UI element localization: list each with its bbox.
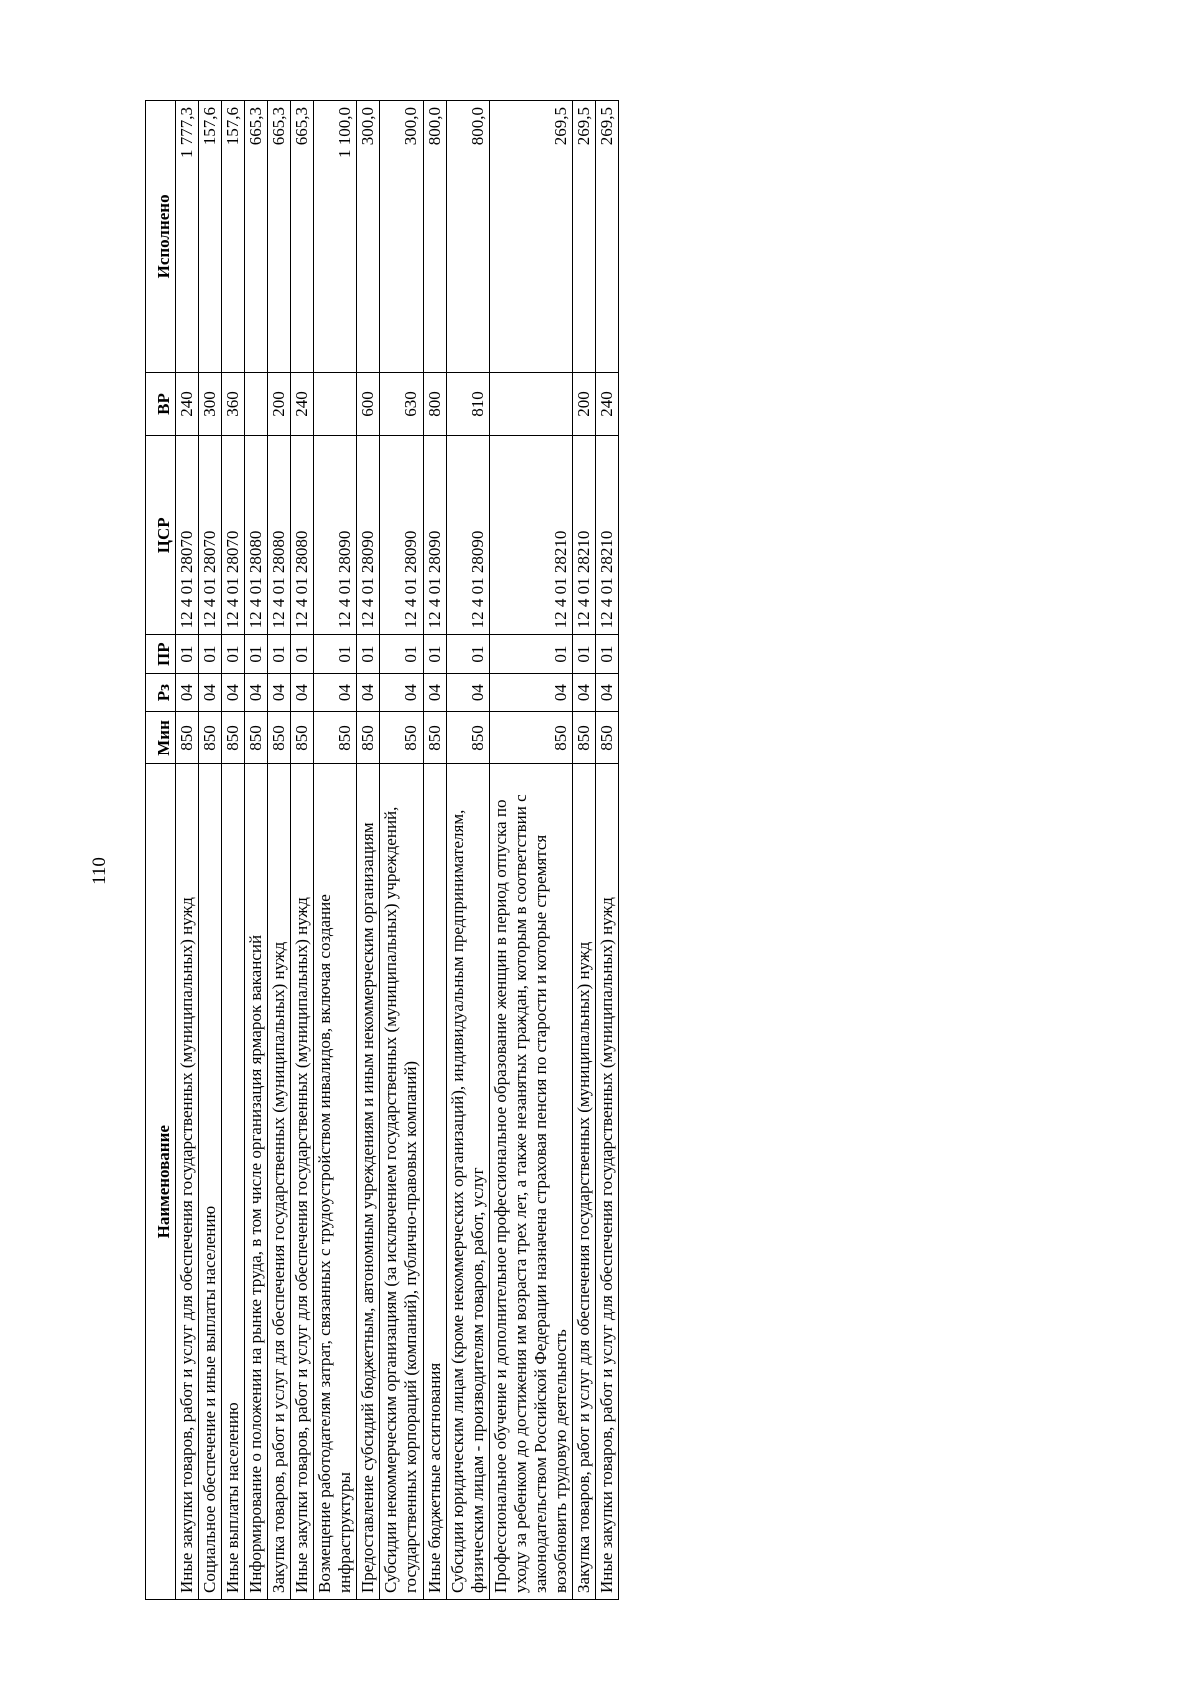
cell-name: Субсидии некоммерческим организациям (за исключением государственных (муниципальных) учреждений, государственных корпораций (компаний), публично-правовых компаний) [380,764,423,1600]
header-pr: ПР [146,635,176,673]
cell-csr: 12 4 01 28070 [176,436,199,635]
cell-csr: 12 4 01 28090 [446,436,489,635]
cell-rz: 04 [357,673,380,711]
table-row [222,101,245,1600]
cell-isp: 1 777,3 [176,101,199,373]
cell-rz: 04 [423,673,446,711]
cell-csr: 12 4 01 28070 [222,436,245,635]
cell-vr: 810 [446,372,489,435]
cell-pr: 01 [595,635,618,673]
cell-name: Профессиональное обучение и дополнительное профессиональное образование женщин в период отпуска по уходу за ребенком до достижения им возраста трех лет, а также незанятых граждан, которым в соответствии с законодательством Российской Федерации назначена страховая пенсия по старости и которые стремятся возобновить трудовую деятельность [489,764,572,1600]
table-row [595,101,618,1600]
cell-rz: 04 [314,673,357,711]
cell-min: 850 [291,712,314,764]
rotated-table-container [145,100,1025,1600]
cell-pr: 01 [314,635,357,673]
cell-isp: 665,3 [245,101,268,373]
cell-rz: 04 [291,673,314,711]
cell-vr: 200 [268,372,291,435]
cell-isp: 300,0 [357,101,380,373]
cell-isp: 300,0 [380,101,423,373]
cell-min: 850 [572,712,595,764]
cell-vr: 630 [380,372,423,435]
table-header-row [146,101,176,1600]
cell-min: 850 [380,712,423,764]
table-row [572,101,595,1600]
cell-vr: 300 [199,372,222,435]
cell-rz: 04 [176,673,199,711]
cell-min: 850 [176,712,199,764]
cell-name: Иные выплаты населению [222,764,245,1600]
cell-min: 850 [489,712,572,764]
cell-vr: 240 [595,372,618,435]
cell-isp: 665,3 [291,101,314,373]
cell-isp: 800,0 [423,101,446,373]
cell-min: 850 [268,712,291,764]
cell-min: 850 [446,712,489,764]
cell-isp: 269,5 [489,101,572,373]
cell-isp: 269,5 [572,101,595,373]
cell-name: Предоставление субсидий бюджетным, автономным учреждениям и иным некоммерческим организациям [357,764,380,1600]
cell-name: Иные закупки товаров, работ и услуг для обеспечения государственных (муниципальных) нужд [595,764,618,1600]
table-row [268,101,291,1600]
cell-rz: 04 [222,673,245,711]
table-row [291,101,314,1600]
cell-csr: 12 4 01 28080 [268,436,291,635]
cell-vr: 600 [357,372,380,435]
cell-name: Иные закупки товаров, работ и услуг для обеспечения государственных (муниципальных) нужд [291,764,314,1600]
cell-pr: 01 [199,635,222,673]
cell-isp: 157,6 [222,101,245,373]
cell-vr: 200 [572,372,595,435]
cell-isp: 1 100,0 [314,101,357,373]
cell-csr: 12 4 01 28090 [314,436,357,635]
header-csr: ЦСР [146,436,176,635]
cell-isp: 157,6 [199,101,222,373]
cell-csr: 12 4 01 28080 [245,436,268,635]
cell-isp: 665,3 [268,101,291,373]
cell-csr: 12 4 01 28090 [380,436,423,635]
cell-vr [245,372,268,435]
cell-name: Информирование о положении на рынке труда, в том числе организация ярмарок вакансий [245,764,268,1600]
table-row [489,101,572,1600]
header-vr: ВР [146,372,176,435]
cell-csr: 12 4 01 28210 [595,436,618,635]
cell-pr: 01 [380,635,423,673]
cell-min: 850 [357,712,380,764]
cell-pr: 01 [446,635,489,673]
cell-rz: 04 [268,673,291,711]
cell-csr: 12 4 01 28210 [572,436,595,635]
cell-vr: 360 [222,372,245,435]
cell-pr: 01 [291,635,314,673]
cell-name: Социальное обеспечение и иные выплаты населению [199,764,222,1600]
cell-rz: 04 [489,673,572,711]
cell-name: Иные закупки товаров, работ и услуг для обеспечения государственных (муниципальных) нужд [176,764,199,1600]
cell-vr: 240 [291,372,314,435]
cell-name: Субсидии юридическим лицам (кроме некоммерческих организаций), индивидуальным предпринимателям, физическим лицам - производителям товаров, работ, услуг [446,764,489,1600]
cell-min: 850 [245,712,268,764]
cell-pr: 01 [222,635,245,673]
cell-rz: 04 [572,673,595,711]
header-rz: Рз [146,673,176,711]
table-row [357,101,380,1600]
cell-min: 850 [595,712,618,764]
cell-csr: 12 4 01 28090 [423,436,446,635]
table-row [314,101,357,1600]
cell-vr [489,372,572,435]
cell-min: 850 [199,712,222,764]
budget-table [145,100,619,1600]
header-isp: Исполнено [146,101,176,373]
cell-pr: 01 [572,635,595,673]
table-row [380,101,423,1600]
cell-csr: 12 4 01 28080 [291,436,314,635]
cell-rz: 04 [245,673,268,711]
cell-rz: 04 [380,673,423,711]
cell-pr: 01 [489,635,572,673]
cell-rz: 04 [199,673,222,711]
cell-pr: 01 [357,635,380,673]
cell-pr: 01 [423,635,446,673]
cell-min: 850 [314,712,357,764]
cell-pr: 01 [245,635,268,673]
cell-min: 850 [423,712,446,764]
header-min: Мин [146,712,176,764]
table-row [199,101,222,1600]
cell-pr: 01 [176,635,199,673]
cell-isp: 269,5 [595,101,618,373]
cell-rz: 04 [446,673,489,711]
cell-csr: 12 4 01 28210 [489,436,572,635]
cell-name: Иные бюджетные ассигнования [423,764,446,1600]
table-row [245,101,268,1600]
cell-csr: 12 4 01 28070 [199,436,222,635]
cell-name: Возмещение работодателям затрат, связанных с трудоустройством инвалидов, включая создание инфраструктуры [314,764,357,1600]
table-row [423,101,446,1600]
page-number: 110 [89,857,110,885]
cell-csr: 12 4 01 28090 [357,436,380,635]
header-name: Наименование [146,764,176,1600]
cell-vr: 800 [423,372,446,435]
table-row [446,101,489,1600]
cell-name: Закупка товаров, работ и услуг для обеспечения государственных (муниципальных) нужд [572,764,595,1600]
table-row [176,101,199,1600]
cell-isp: 800,0 [446,101,489,373]
cell-rz: 04 [595,673,618,711]
cell-name: Закупка товаров, работ и услуг для обеспечения государственных (муниципальных) нужд [268,764,291,1600]
cell-vr: 240 [176,372,199,435]
cell-min: 850 [222,712,245,764]
cell-pr: 01 [268,635,291,673]
cell-vr [314,372,357,435]
